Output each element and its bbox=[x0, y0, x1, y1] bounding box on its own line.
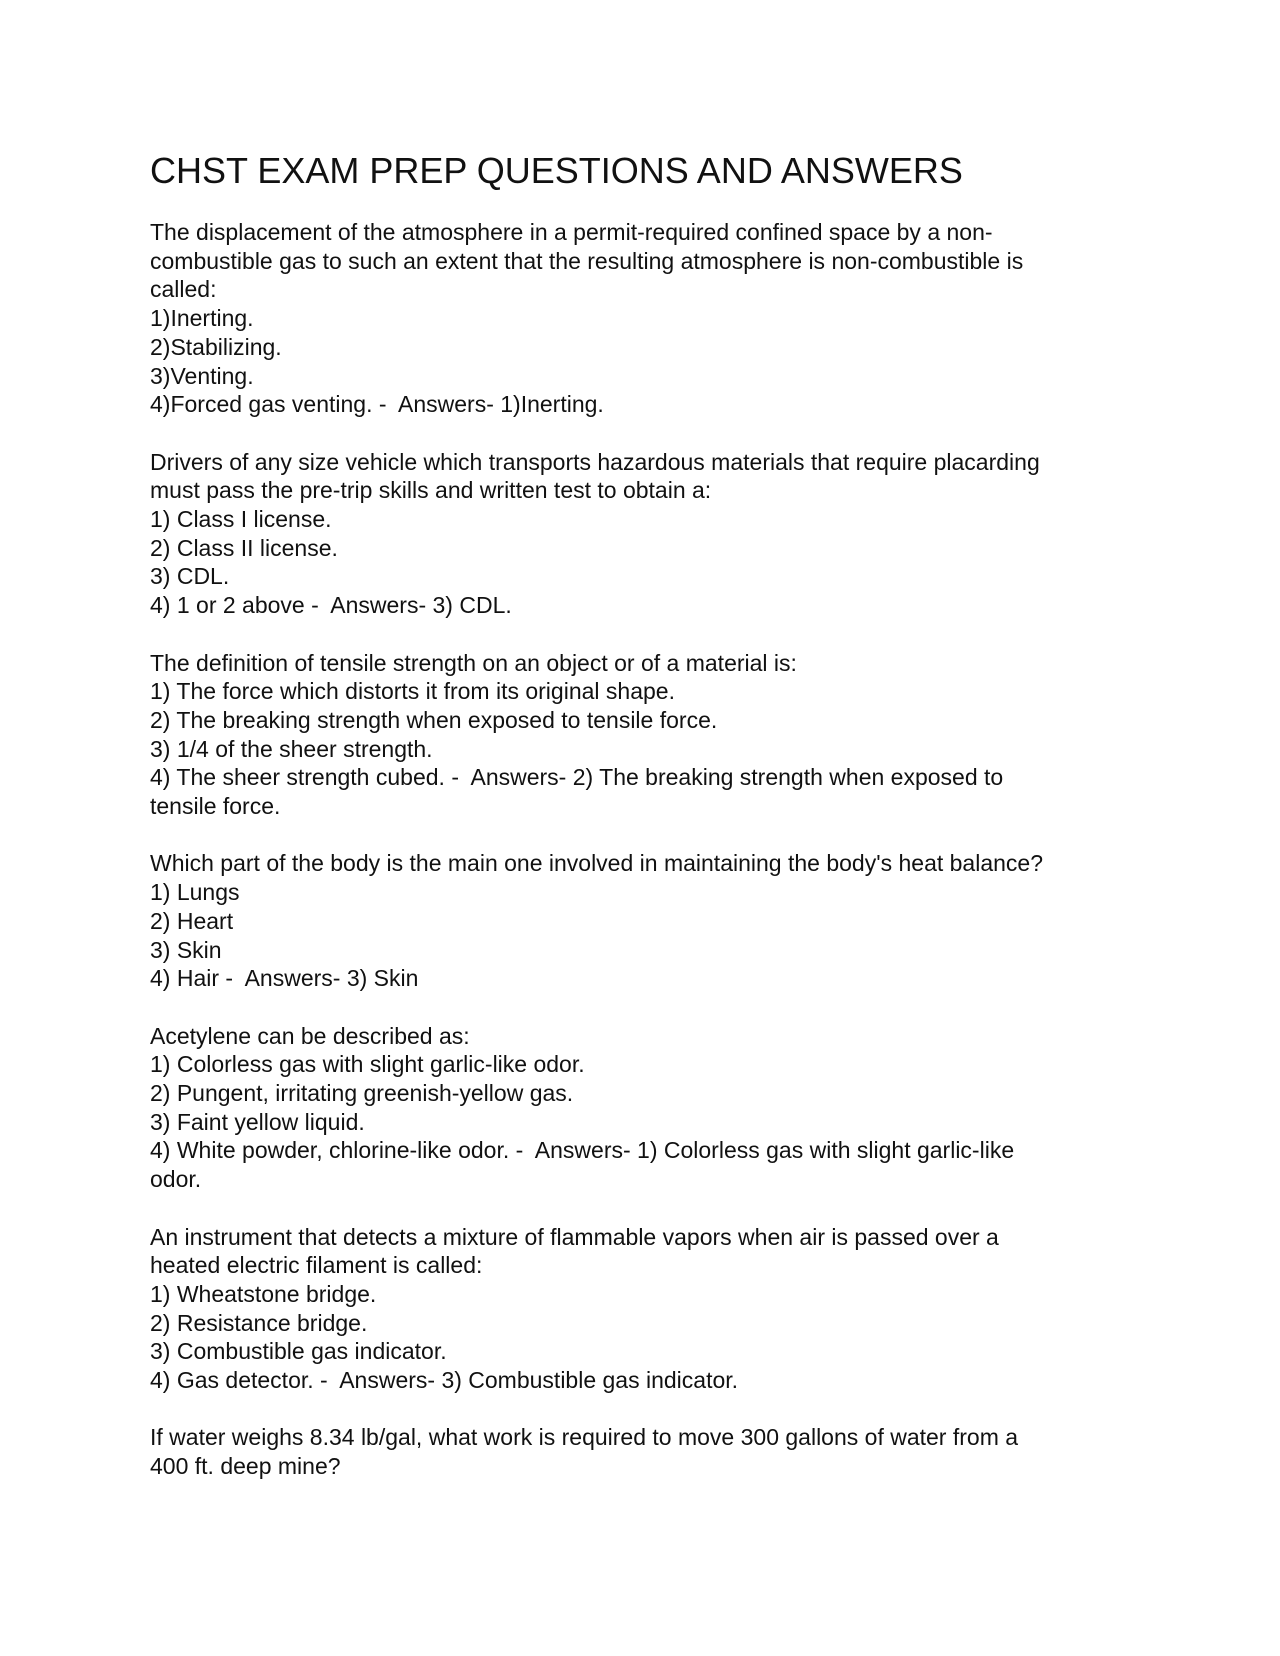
option-line: 1) The force which distorts it from its original shape. bbox=[150, 678, 675, 705]
question-block-2 bbox=[150, 448, 1130, 620]
answer-line: odor. bbox=[150, 1166, 202, 1193]
option-line: 3) 1/4 of the sheer strength. bbox=[150, 735, 433, 762]
text-line: The definition of tensile strength on an object or of a material is: bbox=[150, 649, 797, 676]
text-line: An instrument that detects a mixture of flammable vapors when air is passed over a bbox=[150, 1223, 999, 1250]
answer-line: 4) Gas detector. - Answers- 3) Combustible gas indicator. bbox=[150, 1367, 739, 1394]
answer-line: 4) White powder, chlorine-like odor. - Answers- 1) Colorless gas with slight garlic-like bbox=[150, 1137, 1015, 1164]
option-line: 1) Wheatstone bridge. bbox=[150, 1280, 377, 1307]
option-line: 2)Stabilizing. bbox=[150, 333, 282, 360]
question-block-7 bbox=[150, 1423, 1130, 1480]
text-line: If water weighs 8.34 lb/gal, what work is required to move 300 gallons of water from a bbox=[150, 1424, 1019, 1451]
question-text bbox=[150, 1223, 1130, 1395]
text-line: Drivers of any size vehicle which transports hazardous materials that require placarding bbox=[150, 448, 1040, 475]
answer-line: 4) 1 or 2 above - Answers- 3) CDL. bbox=[150, 592, 512, 619]
option-line: 2) Class II license. bbox=[150, 534, 338, 561]
option-line: 1)Inerting. bbox=[150, 305, 254, 332]
document-page bbox=[150, 150, 1130, 1510]
question-block-1 bbox=[150, 218, 1130, 419]
option-line: 3) Faint yellow liquid. bbox=[150, 1108, 365, 1135]
option-line: 1) Colorless gas with slight garlic-like odor. bbox=[150, 1051, 585, 1078]
option-line: 2) Resistance bridge. bbox=[150, 1309, 368, 1336]
text-line: heated electric filament is called: bbox=[150, 1252, 483, 1279]
question-text bbox=[150, 649, 1130, 821]
question-text bbox=[150, 1423, 1130, 1480]
text-line: called: bbox=[150, 276, 217, 303]
option-line: 1) Lungs bbox=[150, 879, 240, 906]
answer-line: 4)Forced gas venting. - Answers- 1)Inerting. bbox=[150, 391, 604, 418]
question-text bbox=[150, 218, 1130, 419]
question-block-4 bbox=[150, 849, 1130, 993]
option-line: 3) Skin bbox=[150, 936, 222, 963]
text-line: The displacement of the atmosphere in a permit-required confined space by a non- bbox=[150, 219, 993, 245]
option-line: 3)Venting. bbox=[150, 362, 254, 389]
option-line: 2) Pungent, irritating greenish-yellow gas. bbox=[150, 1080, 574, 1107]
question-text bbox=[150, 448, 1130, 620]
document-title: CHST EXAM PREP QUESTIONS AND ANSWERS bbox=[150, 150, 963, 191]
question-block-6 bbox=[150, 1223, 1130, 1395]
question-block-3 bbox=[150, 649, 1130, 821]
option-line: 1) Class I license. bbox=[150, 506, 332, 533]
text-line: 400 ft. deep mine? bbox=[150, 1453, 341, 1480]
answer-line: 4) Hair - Answers- 3) Skin bbox=[150, 965, 419, 992]
option-line: 2) The breaking strength when exposed to tensile force. bbox=[150, 706, 718, 733]
question-text bbox=[150, 1022, 1130, 1194]
text-line: Which part of the body is the main one involved in maintaining the body's heat balance? bbox=[150, 850, 1044, 877]
answer-line: tensile force. bbox=[150, 793, 281, 820]
answer-line: 4) The sheer strength cubed. - Answers- 2) The breaking strength when exposed to bbox=[150, 764, 1004, 791]
option-line: 3) Combustible gas indicator. bbox=[150, 1338, 447, 1365]
option-line: 2) Heart bbox=[150, 907, 234, 934]
text-line: Acetylene can be described as: bbox=[150, 1022, 470, 1049]
question-block-5 bbox=[150, 1022, 1130, 1194]
text-line: must pass the pre-trip skills and written test to obtain a: bbox=[150, 477, 712, 504]
option-line: 3) CDL. bbox=[150, 563, 230, 590]
question-text bbox=[150, 849, 1130, 993]
text-line: combustible gas to such an extent that the resulting atmosphere is non-combustible is bbox=[150, 247, 1024, 274]
